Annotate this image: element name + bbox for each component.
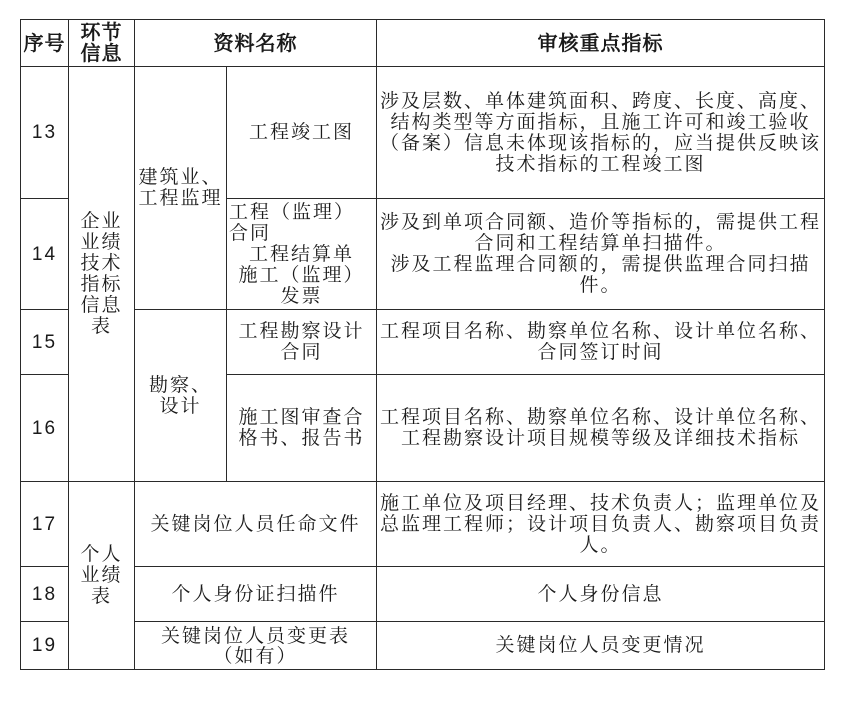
indicator-line: 涉及工程监理合同额的，需提供监理合同扫描件。	[390, 253, 811, 296]
indicator-text: 涉及层数、单体建筑面积、跨度、长度、高度、结构类型等方面指标，且施工许可和竣工验收（备案）信息未体现该指标的，应当提供反映该技术指标的工程竣工图	[377, 67, 825, 199]
doc-name-line: 施工（监理）发票	[238, 263, 365, 307]
header-seq: 序号	[21, 20, 69, 67]
doc-name: 个人身份证扫描件	[135, 567, 377, 622]
header-stage: 环节信息	[69, 20, 135, 67]
header-indicator: 审核重点指标	[377, 20, 825, 67]
table-row	[21, 310, 825, 375]
indicator-text: 关键岗位人员变更情况	[377, 622, 825, 670]
indicator-text	[377, 199, 825, 310]
indicator-text: 工程项目名称、勘察单位名称、设计单位名称、工程勘察设计项目规模等级及详细技术指标	[377, 375, 825, 482]
doc-name: 施工图审查合格书、报告书	[227, 375, 377, 482]
doc-name-line: 工程（监理）合同	[229, 200, 356, 244]
doc-name: 工程勘察设计合同	[227, 310, 377, 375]
row-seq: 16	[21, 375, 69, 482]
category-construction: 建筑业、工程监理	[135, 67, 227, 310]
row-seq: 13	[21, 67, 69, 199]
indicator-text: 工程项目名称、勘察单位名称、设计单位名称、合同签订时间	[377, 310, 825, 375]
doc-name: 工程竣工图	[227, 67, 377, 199]
stage-enterprise: 企业业绩技术指标信息表	[69, 67, 135, 482]
category-survey: 勘察、设计	[135, 310, 227, 482]
document-table	[20, 19, 825, 670]
doc-name: 关键岗位人员变更表（如有）	[135, 622, 377, 670]
row-seq: 17	[21, 482, 69, 567]
table-row	[21, 482, 825, 567]
row-seq: 19	[21, 622, 69, 670]
doc-name	[227, 199, 377, 310]
row-seq: 14	[21, 199, 69, 310]
row-seq: 18	[21, 567, 69, 622]
table-row	[21, 622, 825, 670]
table-row	[21, 67, 825, 199]
stage-personal: 个人业绩表	[69, 482, 135, 670]
table-row	[21, 567, 825, 622]
row-seq: 15	[21, 310, 69, 375]
indicator-line: 涉及到单项合同额、造价等指标的，需提供工程合同和工程结算单扫描件。	[379, 211, 821, 254]
doc-name-line: 工程结算单	[248, 242, 354, 265]
header-doc: 资料名称	[135, 20, 377, 67]
indicator-text: 个人身份信息	[377, 567, 825, 622]
indicator-text: 施工单位及项目经理、技术负责人；监理单位及总监理工程师；设计项目负责人、勘察项目负责人。	[377, 482, 825, 567]
doc-name: 关键岗位人员任命文件	[135, 482, 377, 567]
header-row	[21, 20, 825, 67]
